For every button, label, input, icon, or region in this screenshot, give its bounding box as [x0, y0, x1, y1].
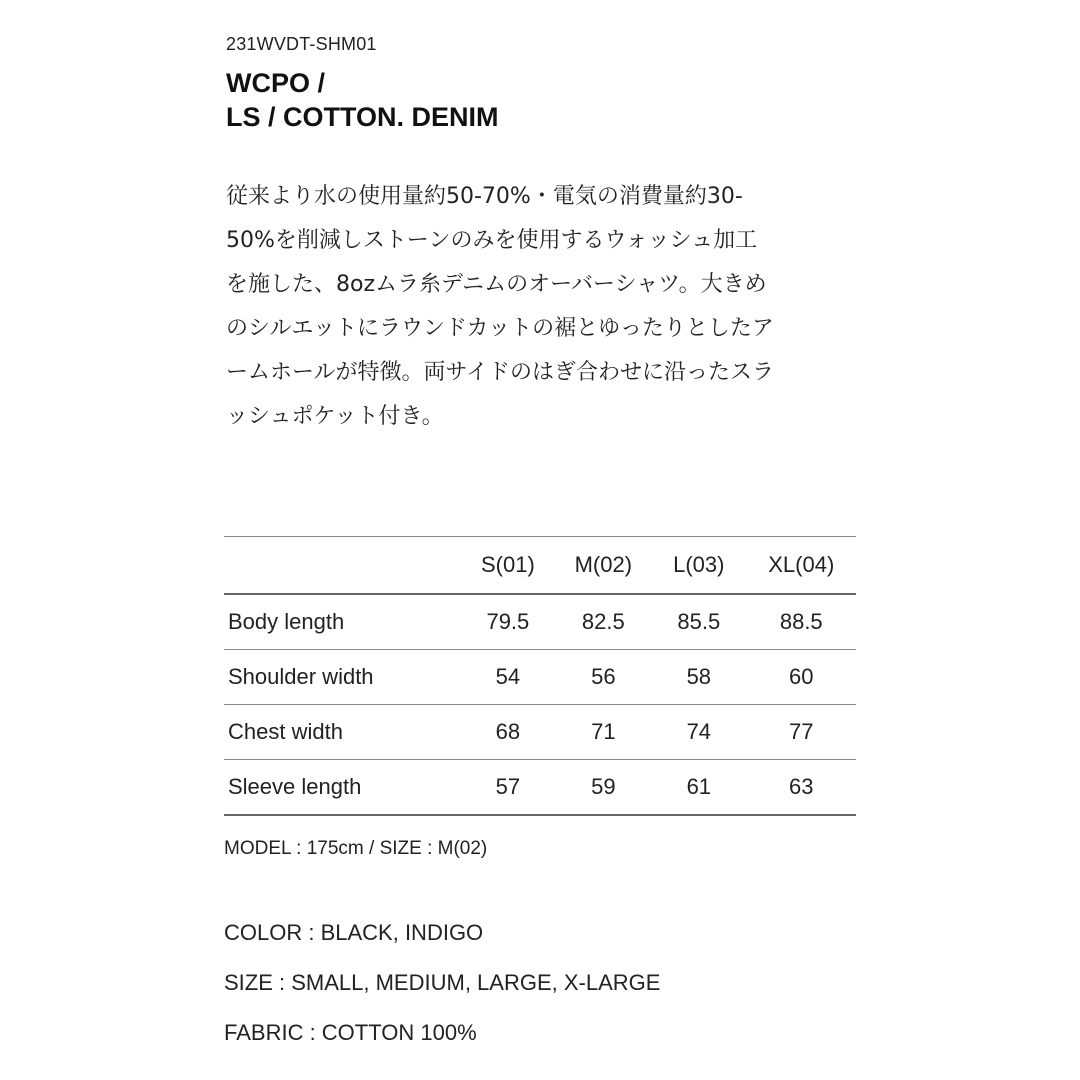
size-header-m: M(02): [574, 552, 633, 577]
row-label-chest-width: Chest width: [228, 719, 343, 744]
size-header-s: S(01): [480, 552, 535, 577]
row-label-sleeve-length: Sleeve length: [228, 774, 362, 799]
size-table-header-blank: [224, 537, 460, 595]
table-row: [224, 650, 856, 705]
table-row: [224, 705, 856, 760]
table-cell: 58: [686, 664, 712, 689]
product-description: [226, 175, 866, 439]
row-label-body-length: Body length: [228, 609, 345, 634]
table-cell: 77: [789, 719, 814, 744]
product-title-line-2: LS / COTTON. DENIM: [226, 102, 499, 132]
table-cell: 88.5: [779, 609, 823, 634]
product-title-line-1: WCPO /: [226, 68, 325, 98]
table-cell: 71: [591, 719, 616, 744]
spec-fabric: FABRIC : COTTON 100%: [224, 1020, 477, 1045]
product-code: 231WVDT-SHM01: [226, 34, 377, 54]
spec-color: COLOR : BLACK, INDIGO: [224, 920, 484, 945]
table-cell: 74: [686, 719, 712, 744]
size-table: [224, 536, 856, 816]
table-cell: 60: [789, 664, 814, 689]
size-table-header-row: [224, 537, 856, 595]
size-header-xl: XL(04): [768, 552, 835, 577]
table-cell: 63: [789, 774, 814, 799]
description-line: ームホールが特徴。両サイドのはぎ合わせに沿ったスラ: [226, 360, 775, 385]
table-cell: 59: [591, 774, 616, 799]
product-title: [226, 66, 499, 134]
model-info: MODEL : 175cm / SIZE : M(02): [224, 838, 488, 859]
spec-size: SIZE : SMALL, MEDIUM, LARGE, X-LARGE: [224, 970, 661, 995]
description-line: を施した、8ozムラ糸デニムのオーバーシャツ。大きめ: [226, 272, 767, 297]
description-line: 従来より水の使用量約50-70%・電気の消費量約30-: [226, 184, 743, 209]
table-cell: 68: [495, 719, 521, 744]
description-line: ッシュポケット付き。: [226, 404, 444, 429]
description-line: のシルエットにラウンドカットの裾とゆったりとしたア: [226, 316, 774, 341]
table-cell: 56: [591, 664, 616, 689]
table-cell: 54: [495, 664, 521, 689]
table-row: [224, 594, 856, 650]
row-label-shoulder-width: Shoulder width: [228, 664, 374, 689]
table-cell: 85.5: [677, 609, 721, 634]
table-cell: 79.5: [486, 609, 530, 634]
table-cell: 61: [686, 774, 712, 799]
product-specs: [224, 908, 660, 1058]
table-cell: 57: [495, 774, 521, 799]
table-row: [224, 760, 856, 816]
size-header-l: L(03): [673, 552, 725, 577]
table-cell: 82.5: [581, 609, 625, 634]
description-line: 50%を削減しストーンのみを使用するウォッシュ加工: [226, 228, 758, 253]
